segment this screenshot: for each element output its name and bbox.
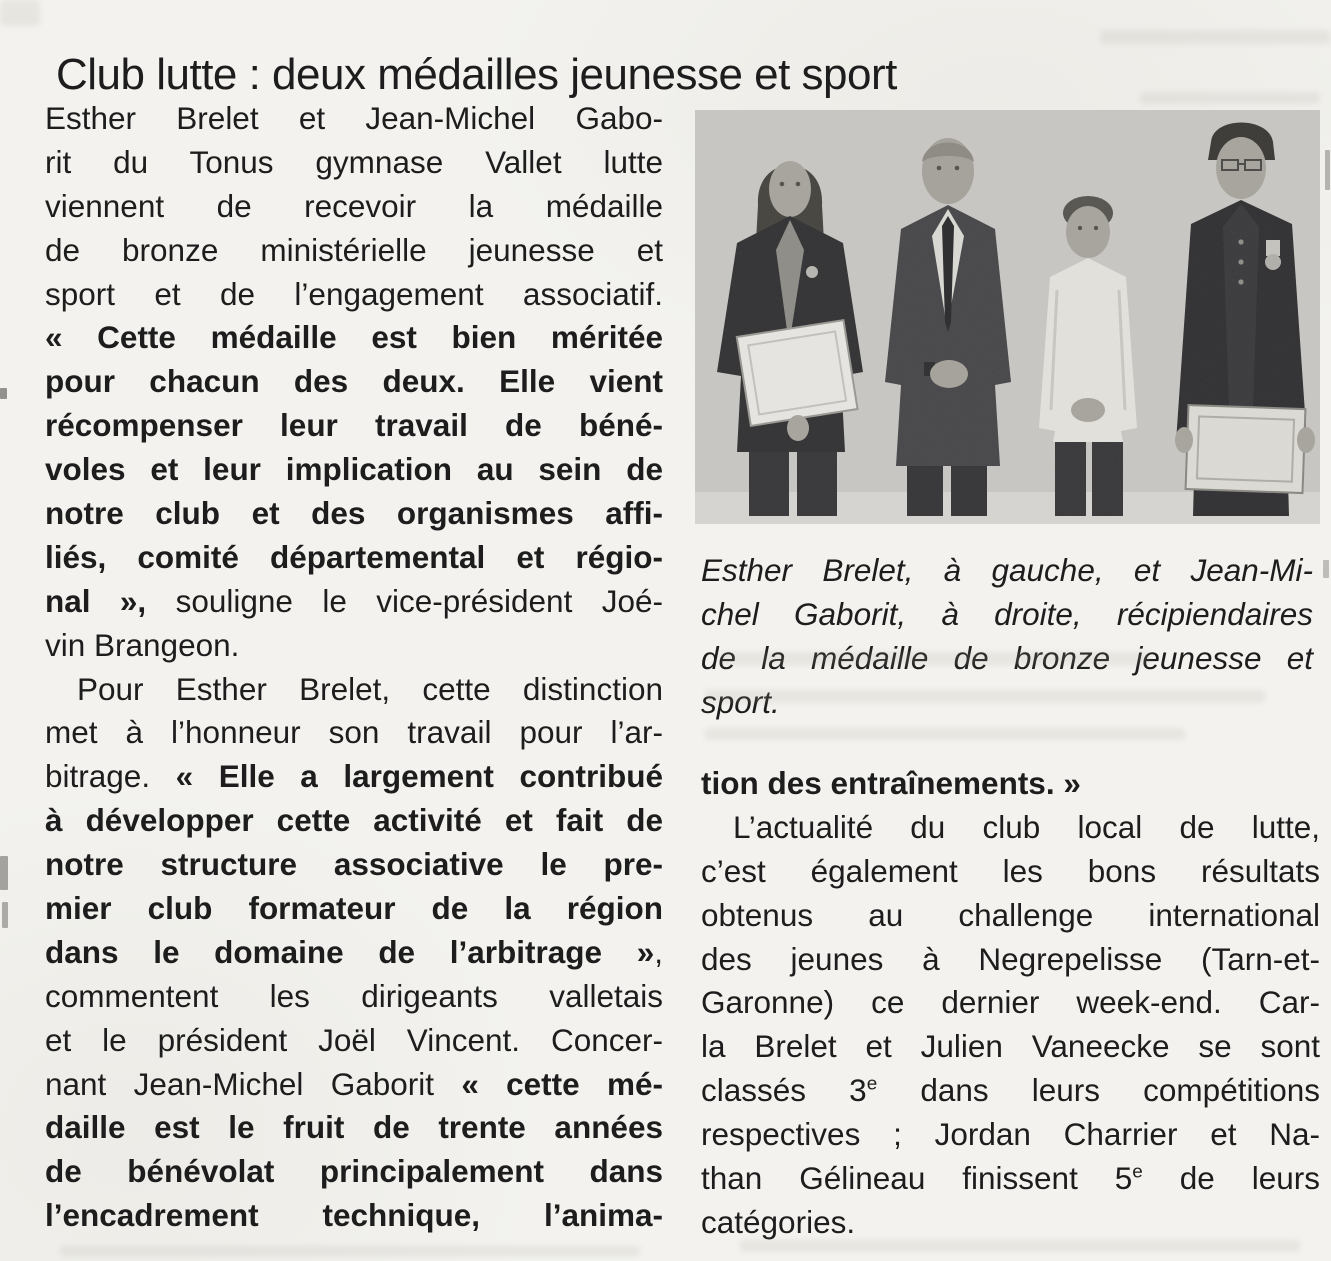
text-line	[45, 536, 663, 580]
bold-text-run: nal »,	[45, 582, 147, 619]
text-run: souligne le vice-président Joé-	[146, 582, 663, 619]
bold-text-run: l’encadrement technique, l’anima-	[45, 1197, 663, 1234]
text-run: ,	[654, 933, 663, 970]
text-run: et le président Joël Vincent. Concer-	[45, 1021, 663, 1058]
text-run: dans leurs compétitions	[877, 1072, 1320, 1109]
text-line	[701, 1157, 1320, 1201]
text-run: des jeunes à Negrepelisse (Tarn-et-	[701, 940, 1320, 977]
text-line	[45, 229, 663, 273]
bold-text-run: « Cette médaille est bien méritée	[45, 319, 663, 356]
text-line	[701, 981, 1320, 1025]
text-run: commentent les dirigeants valletais	[45, 977, 663, 1014]
bold-text-run: daille est le fruit de trente années	[45, 1109, 663, 1146]
text-run: e	[1132, 1161, 1143, 1183]
bleed-through-smudge	[720, 652, 1150, 665]
bold-text-run: tion des entraînements. »	[701, 765, 1081, 801]
bleed-through-smudge	[1100, 30, 1330, 44]
text-line	[45, 887, 663, 931]
text-run: Esther Brelet et Jean-Michel Gabo-	[45, 100, 663, 136]
text-run: Pour Esther Brelet, cette distinction	[77, 670, 663, 707]
text-line	[45, 624, 663, 668]
text-run: Esther Brelet, à gauche, et Jean-Mi-	[701, 552, 1313, 588]
text-line	[45, 404, 663, 448]
text-run: c’est également les bons résultats	[701, 852, 1320, 889]
text-line	[45, 185, 663, 229]
text-run: bitrage.	[45, 758, 176, 795]
bold-text-run: « Elle a largement contribué	[175, 758, 663, 795]
bold-text-run: récompenser leur travail de béné-	[45, 407, 663, 444]
text-line	[701, 806, 1320, 850]
text-line	[45, 1019, 663, 1063]
text-run: e	[866, 1073, 878, 1095]
scan-edge-speck	[1325, 150, 1330, 190]
text-line	[45, 1150, 663, 1194]
text-run: de leurs	[1142, 1160, 1320, 1197]
text-line	[701, 1113, 1320, 1157]
text-line	[45, 580, 663, 624]
text-line	[701, 850, 1320, 894]
text-run: respectives ; Jordan Charrier et Na-	[701, 1116, 1320, 1153]
bleed-through-smudge	[705, 690, 1265, 703]
scan-edge-speck	[1323, 560, 1329, 578]
bold-text-run: à développer cette activité et fait de	[45, 802, 663, 839]
text-run: catégories.	[701, 1203, 856, 1240]
bleed-through-smudge	[740, 1240, 1300, 1252]
text-line	[45, 668, 663, 712]
bold-text-run: pour chacun des deux. Elle vient	[45, 363, 663, 400]
text-line	[45, 755, 663, 799]
text-run: L’actualité du club local de lutte,	[733, 808, 1320, 845]
text-run: nant Jean-Michel Gaborit	[45, 1065, 462, 1102]
text-run: chel Gaborit, à droite, récipiendaires	[701, 595, 1313, 632]
text-run: than Gélineau finissent 5	[701, 1160, 1133, 1197]
article-left-column	[45, 97, 663, 1238]
text-run: sport.	[701, 683, 780, 720]
bleed-through-smudge	[0, 0, 40, 26]
text-line	[45, 97, 663, 141]
text-line	[701, 549, 1313, 593]
bold-text-run: « cette mé-	[461, 1065, 663, 1102]
scan-edge-speck	[2, 902, 8, 928]
text-run: rit du Tonus gymnase Vallet lutte	[45, 143, 663, 180]
bleed-through-smudge	[705, 728, 1185, 740]
article-right-column	[701, 762, 1320, 1245]
text-run: Garonne) ce dernier week-end. Car-	[701, 984, 1320, 1021]
text-line	[701, 1025, 1320, 1069]
text-run: classés 3	[701, 1072, 867, 1109]
text-line	[701, 762, 1320, 806]
text-line	[45, 492, 663, 536]
article-headline: Club lutte : deux médailles jeunesse et sport	[56, 50, 897, 100]
text-line	[45, 1106, 663, 1150]
text-line	[45, 931, 663, 975]
bold-text-run: liés, comité départemental et régio-	[45, 538, 663, 575]
scan-edge-speck	[0, 388, 7, 399]
photo-grain-overlay	[695, 110, 1320, 524]
text-run: met à l’honneur son travail pour l’ar-	[45, 714, 663, 751]
bold-text-run: de bénévolat principalement dans	[45, 1153, 663, 1190]
text-line	[45, 316, 663, 360]
bold-text-run: notre structure associative le pre-	[45, 846, 663, 883]
text-line	[701, 1069, 1320, 1113]
text-line	[45, 273, 663, 317]
text-line	[45, 1063, 663, 1107]
text-run: obtenus au challenge international	[701, 896, 1320, 933]
text-line	[45, 975, 663, 1019]
bold-text-run: dans le domaine de l’arbitrage »	[45, 933, 655, 970]
text-run: de bronze ministérielle jeunesse et	[45, 231, 663, 268]
text-line	[701, 894, 1320, 938]
text-line	[45, 448, 663, 492]
award-photo-illustration	[695, 110, 1320, 524]
text-run: de la médaille de bronze jeunesse et	[701, 639, 1313, 676]
award-ceremony-photo	[695, 110, 1320, 524]
text-line	[45, 1194, 663, 1238]
text-run: vin Brangeon.	[45, 626, 240, 663]
text-line	[701, 938, 1320, 982]
bold-text-run: notre club et des organismes affi-	[45, 495, 663, 532]
text-line	[45, 360, 663, 404]
bold-text-run: voles et leur implication au sein de	[45, 451, 663, 488]
text-run: sport et de l’engagement associatif.	[45, 275, 663, 312]
text-run: la Brelet et Julien Vaneecke se sont	[701, 1028, 1320, 1065]
scan-edge-speck	[0, 856, 8, 890]
bleed-through-smudge	[1140, 92, 1320, 104]
text-run: viennent de recevoir la médaille	[45, 187, 663, 224]
text-line	[45, 799, 663, 843]
bleed-through-smudge	[60, 1246, 640, 1256]
text-line	[45, 843, 663, 887]
text-line	[701, 593, 1313, 637]
text-line	[45, 141, 663, 185]
text-line	[701, 1201, 1320, 1245]
bold-text-run: mier club formateur de la région	[45, 890, 663, 927]
text-line	[45, 711, 663, 755]
